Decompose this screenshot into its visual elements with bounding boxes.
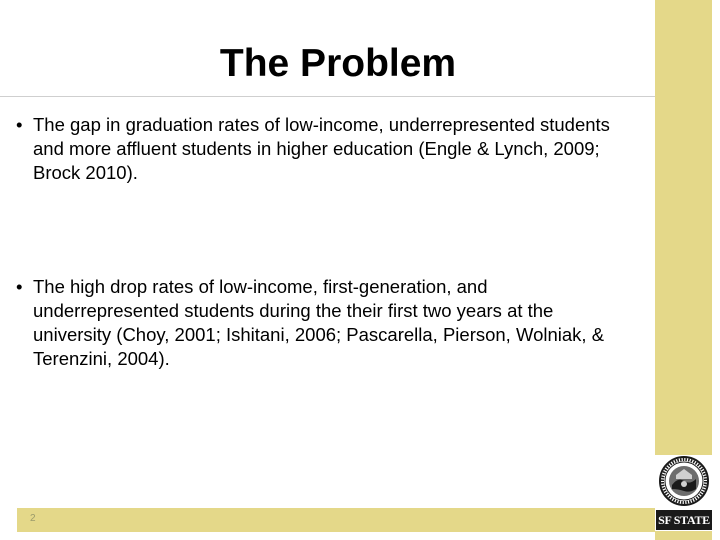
bottom-accent-bar (17, 508, 655, 532)
bullet-glyph: • (16, 114, 23, 135)
title-divider (0, 96, 655, 97)
page-number: 2 (30, 513, 36, 524)
right-edge (712, 0, 720, 540)
bullet-glyph: • (16, 276, 23, 297)
bullet-text: The gap in graduation rates of low-income, underrepresented students and more affluent students in higher education (Engle & Lynch, 2009; Brock 2010). (33, 114, 610, 183)
university-seal-icon (658, 455, 710, 507)
bullet-item-1 (16, 113, 636, 185)
bullet-item-2 (16, 275, 636, 371)
logo-wordmark: SF STATE (656, 510, 712, 530)
slide-title: The Problem (219, 42, 457, 85)
sf-state-logo (655, 455, 712, 531)
bullet-text: The high drop rates of low-income, first-generation, and underrepresented students during the their first two years at the university (Choy, 2001; Ishitani, 2006; Pascarella, Pierson, Wolniak, & Terenzini, 2004). (33, 276, 605, 369)
